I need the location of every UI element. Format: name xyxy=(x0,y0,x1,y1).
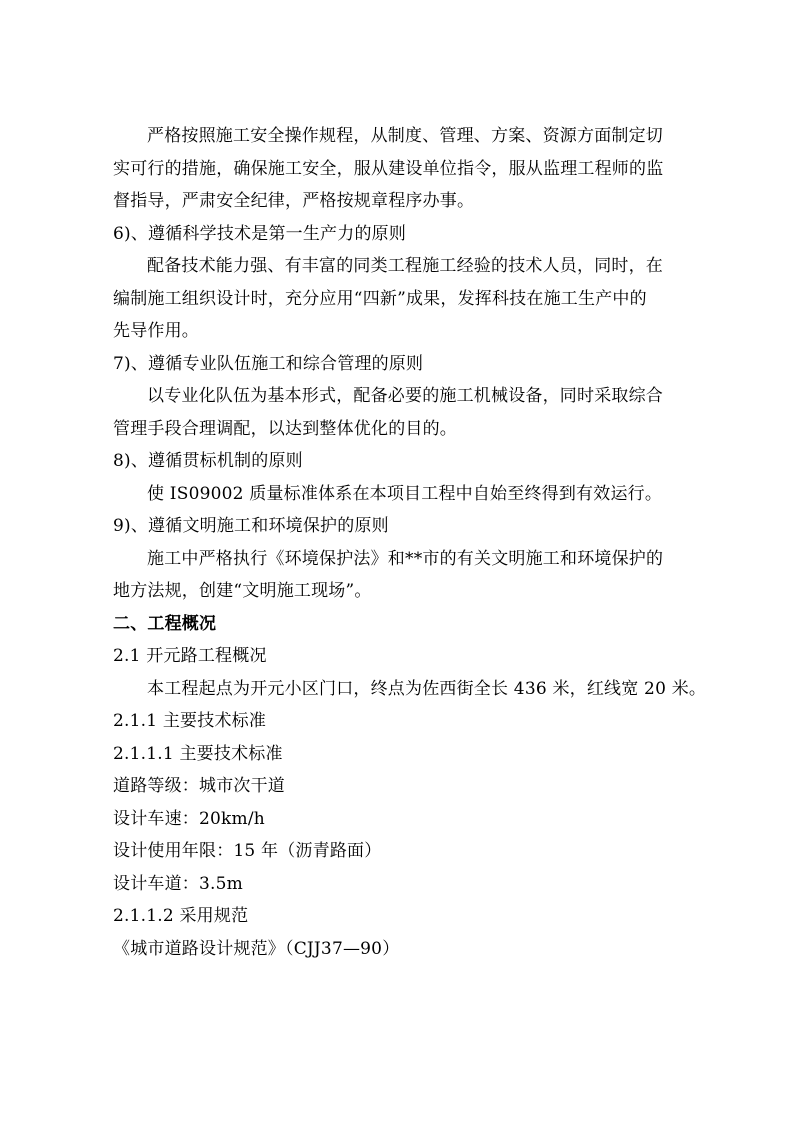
subsection-heading: 2.1.1 主要技术标准 xyxy=(113,711,267,731)
principle-heading-7: 7)、遵循专业队伍施工和综合管理的原则 xyxy=(113,353,424,374)
paragraph-line: 地方法规，创建“文明施工现场”。 xyxy=(113,581,372,601)
paragraph-line: 督指导，严肃安全纪律，严格按规章程序办事。 xyxy=(113,191,475,211)
section-title: 二、工程概况 xyxy=(113,613,217,634)
paragraph-line: 严格按照施工安全操作规程，从制度、管理、方案、资源方面制定切 xyxy=(147,126,663,146)
spec-design-speed: 设计车速：20km/h xyxy=(113,808,265,829)
subsection-heading: 2.1.1.1 主要技术标准 xyxy=(113,743,283,764)
document-body xyxy=(113,120,725,965)
paragraph-line: 实可行的措施，确保施工安全，服从建设单位指令，服从监理工程师的监 xyxy=(113,158,664,179)
paragraph-line: 本工程起点为开元小区门口，终点为佐西街全长 436 米，红线宽 20 米。 xyxy=(147,678,707,699)
spec-lane-width: 设计车道：3.5m xyxy=(113,873,243,894)
paragraph-line: 使 IS09002 质量标准体系在本项目工程中自始至终得到有效运行。 xyxy=(147,483,663,504)
paragraph-line: 施工中严格执行《环境保护法》和**市的有关文明施工和环境保护的 xyxy=(147,548,664,569)
principle-heading-8: 8)、遵循贯标机制的原则 xyxy=(113,451,303,471)
paragraph-line: 先导作用。 xyxy=(113,321,199,341)
standard-reference: 《城市道路设计规范》（CJJ37—90） xyxy=(113,938,400,959)
spec-road-grade: 道路等级：城市次干道 xyxy=(113,776,285,796)
paragraph-line: 配备技术能力强、有丰富的同类工程施工经验的技术人员，同时，在 xyxy=(147,256,663,276)
spec-design-life: 设计使用年限：15 年（沥青路面） xyxy=(113,841,382,861)
subsection-heading: 2.1.1.2 采用规范 xyxy=(113,906,249,926)
paragraph-line: 以专业化队伍为基本形式，配备必要的施工机械设备，同时采取综合 xyxy=(147,386,663,406)
paragraph-line: 管理手段合理调配，以达到整体优化的目的。 xyxy=(113,418,457,439)
principle-heading-6: 6)、遵循科学技术是第一生产力的原则 xyxy=(113,223,407,244)
principle-heading-9: 9)、遵循文明施工和环境保护的原则 xyxy=(113,516,389,536)
subsection-heading: 2.1 开元路工程概况 xyxy=(113,646,267,666)
paragraph-line: 编制施工组织设计时，充分应用“四新”成果，发挥科技在施工生产中的 xyxy=(113,288,647,309)
